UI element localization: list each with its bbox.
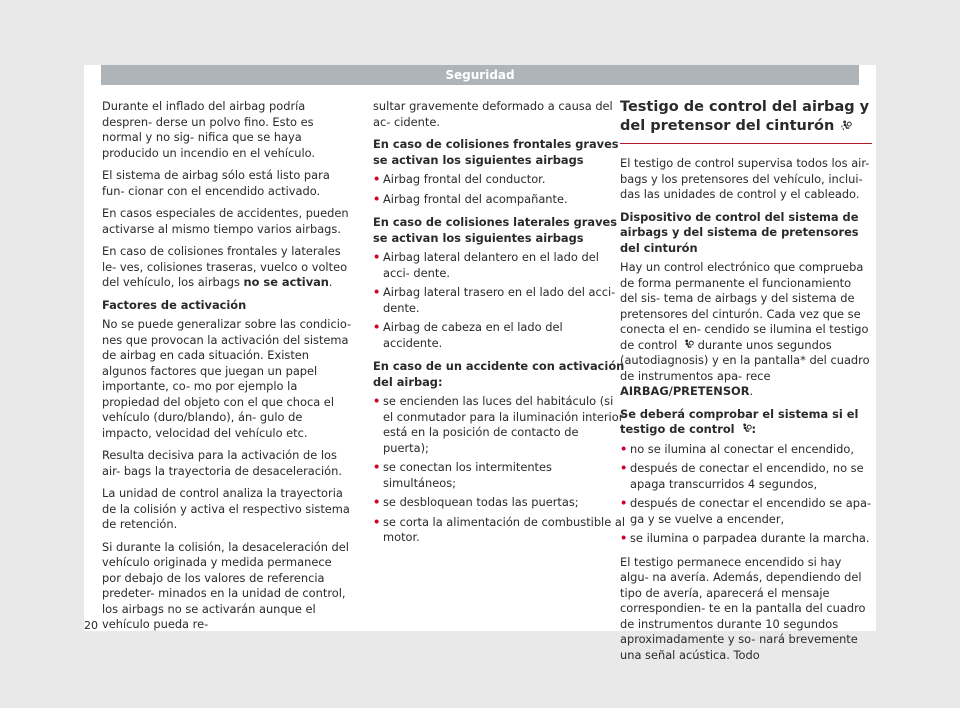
column-3 [620,99,872,670]
list-item-text: no se ilumina al conectar el encendido, [630,441,854,456]
bullet-icon: • [373,514,381,529]
subheading: Dispositivo de control del sistema de airbags y del sistema de pretensores del cinturón [620,209,859,255]
list-item-text: después de conectar el encendido se apa- ga y se vuelve a encender, [630,496,872,526]
manual-page [84,65,876,662]
list-item [620,496,872,527]
list-item-text: Airbag de cabeza en el lado del accidente. [383,320,563,350]
paragraph: Durante el inflado del airbag podría despren- derse un polvo fino. Esto es normal y no sig- nifica que se haya producido un incendio en el vehículo. [102,99,316,160]
paragraph: La unidad de control analiza la trayectoria de la colisión y activa el respectivo sistema de retención. [102,486,350,531]
bullet-icon: • [373,320,381,334]
text-run: durante unos segundos (autodiagnosis) y en la pantalla* del cuadro de instrumentos apa- rece [620,337,870,383]
bullet-icon: • [620,461,628,475]
emphasis: AIRBAG/PRETENSOR [620,384,750,398]
list-item-text: se desbloquean todas las puertas; [383,495,579,509]
subheading: En caso de colisiones laterales graves se activan los siguientes airbags [373,215,618,245]
page-number: 20 [84,619,98,632]
list-item-text: Airbag lateral delantero en el lado del acci- dente. [383,250,599,280]
text-run: En caso de colisiones frontales y laterales le- ves, colisiones traseras, vuelco o volteo del vehículo, los airbags [102,244,348,289]
paragraph [620,260,872,400]
bullet-icon: • [620,496,628,510]
bullet-icon: • [373,250,381,264]
bullet-icon: • [373,285,381,299]
bullet-list [373,250,625,351]
list-item [373,320,625,351]
list-item [620,531,872,547]
bullet-icon: • [620,441,628,456]
column-2 [373,99,628,554]
list-item [620,461,872,492]
list-item-text: se conectan los intermitentes simultáneos; [383,460,552,490]
text-run: . [328,275,333,289]
list-item-text: se encienden las luces del habitáculo (si el conmutador para la iluminación interior está en la posición de contacto de puerta); [383,394,624,455]
paragraph: Resulta decisiva para la activación de los air- bags la trayectoria de desaceleración. [102,448,342,478]
paragraph: El testigo de control supervisa todos los air- bags y los pretensores del vehículo, inclui- das las unidades de control y el cableado. [620,156,870,201]
list-item-text: Airbag frontal del conductor. [383,172,546,186]
airbag-warning-icon [841,120,852,131]
bullet-icon: • [373,191,381,206]
text-run: Se deberá comprobar el sistema si el testigo de control [620,406,859,436]
airbag-warning-icon [683,339,694,350]
list-item-text: Airbag frontal del acompañante. [383,191,568,206]
bullet-list [373,172,625,207]
text-run: . [749,384,754,398]
paragraph: Si durante la colisión, la desaceleración del vehículo originada y medida permanece por debajo de los valores de referencia predeter- minados en la unidad de control, los airbags no se activarán aunque el vehículo pueda re- [102,539,349,631]
subheading: En caso de colisiones frontales graves se activan los siguientes airbags [373,137,619,167]
paragraph: El sistema de airbag sólo está listo para fun- cionar con el encendido activado. [102,168,330,198]
text-run: Hay un control electrónico que comprueba de forma permanente el funcionamiento del sis- tema de airbags y del sistema de pretensores del cinturón. Cada vez que se conecta el en- cendido se ilumina el testigo de control [620,260,869,352]
list-item [373,394,628,456]
list-item [373,460,628,491]
section-header: Seguridad [101,65,859,85]
list-item-text: Airbag lateral trasero en el lado del acci- dente. [383,285,616,315]
list-item [373,514,628,546]
bullet-list [620,442,872,547]
section-title-text: Testigo de control del airbag y del pretensor del cinturón [620,99,870,134]
paragraph: En casos especiales de accidentes, pueden activarse al mismo tiempo varios airbags. [102,206,349,236]
list-item-text: se ilumina o parpadea durante la marcha. [630,531,870,545]
list-item-text: se corta la alimentación de combustible al motor. [383,514,625,544]
subheading: En caso de un accidente con activación del airbag: [373,359,625,389]
paragraph: El testigo permanece encendido si hay algu- na avería. Además, dependiendo del tipo de avería, aparecerá el mensaje correspondien- te en la pantalla del cuadro de instrumentos durante 10 segundos aproximadamente y so- nará brevemente una señal acústica. Todo [620,554,866,662]
subheading [620,407,872,438]
airbag-warning-icon [741,423,752,434]
paragraph [102,244,354,291]
paragraph: sultar gravemente deformado a causa del ac- cidente. [373,99,613,129]
list-item [373,250,625,281]
bullet-icon: • [373,394,381,408]
list-item [373,495,628,511]
column-1 [102,99,354,640]
bullet-icon: • [373,495,381,509]
list-item [373,285,625,316]
paragraph: No se puede generalizar sobre las condicio- nes que provocan la activación del sistema de airbag en cada situación. Existen algunos factores que juegan un papel importante, co- mo por ejemplo la propiedad del objeto con el que choca el vehículo (duro/blando), án- gulo de impacto, velocidad del vehículo etc. [102,317,352,440]
list-item [373,172,625,188]
bullet-icon: • [620,531,628,545]
emphasis: no se activan [243,275,329,289]
bullet-icon: • [373,460,381,474]
list-item [620,442,872,458]
text-run: : [751,422,757,436]
section-title [620,98,872,144]
list-item-text: después de conectar el encendido, no se apaga transcurridos 4 segundos, [630,461,864,491]
bullet-icon: • [373,172,381,186]
subheading: Factores de activación [102,297,247,312]
bullet-list [373,394,628,546]
list-item [373,192,625,208]
